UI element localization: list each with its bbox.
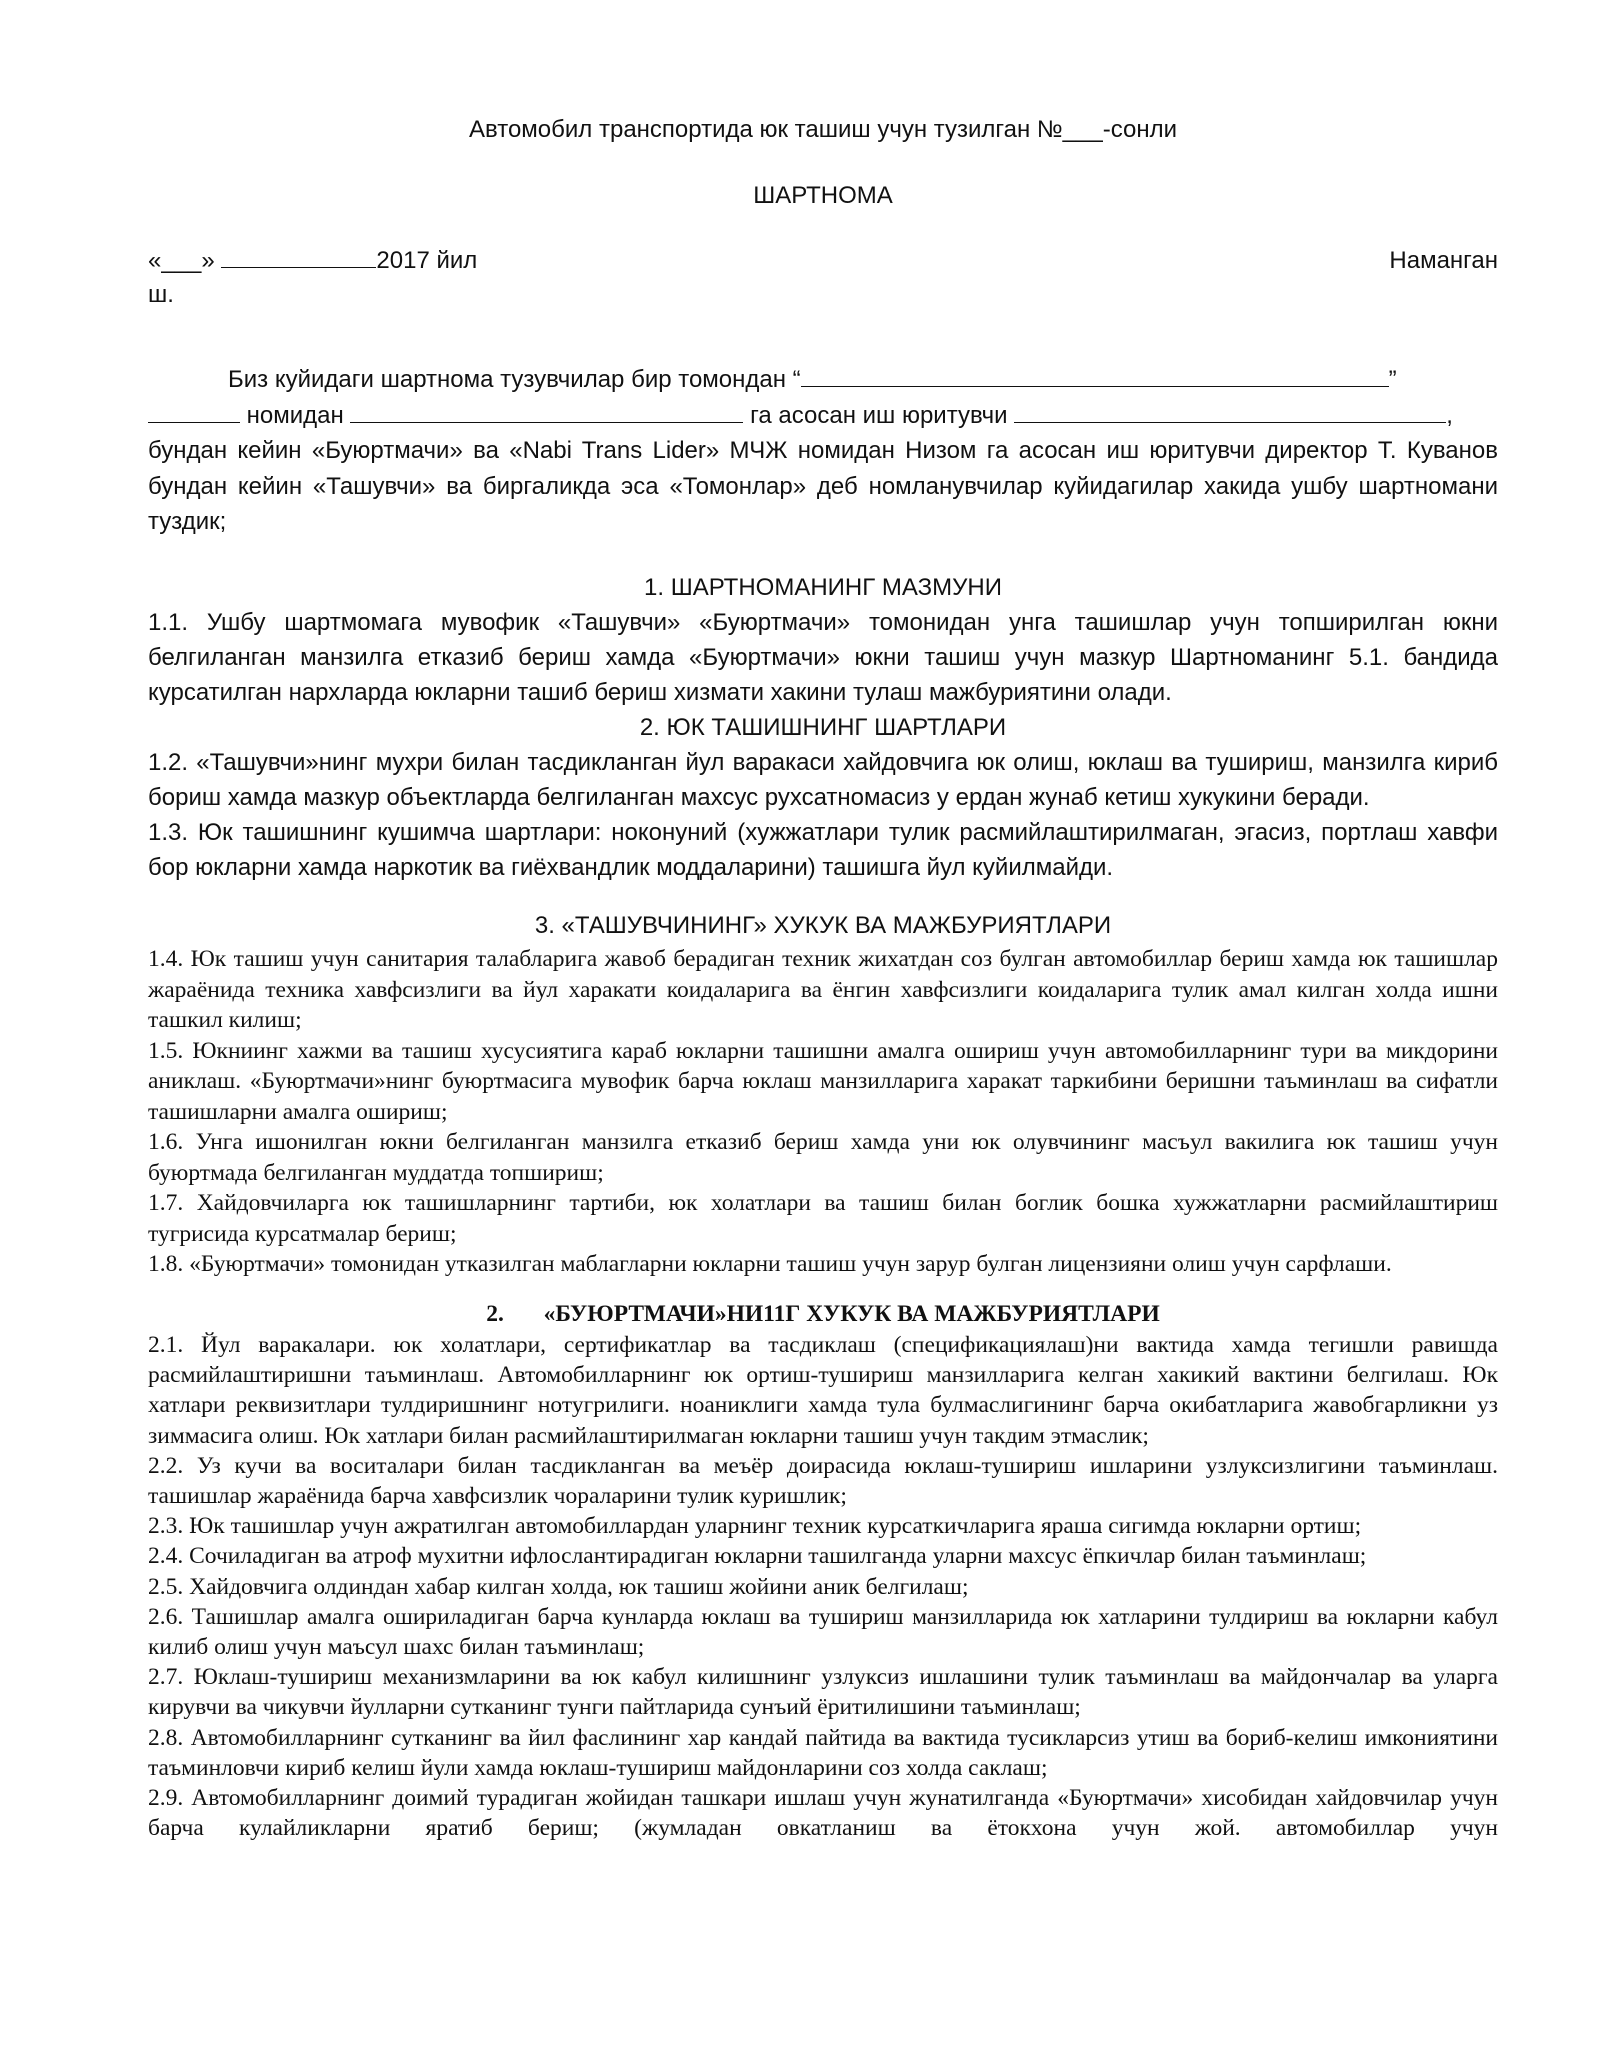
basis-document-blank xyxy=(350,400,743,423)
clause-1-1: 1.1. Ушбу шартмомага мувофик «Ташувчи» «Буюртмачи» томонидан унга ташишлар учун топширилган юкни белгиланган манзилга етказиб бериш хамда «Буюртмачи» юкни ташиш учун мазкур Шартноманинг 5.1. бандида курсатилган нархларда юкларни ташиб бериш хизмати хакини тулаш мажбуриятини олади. xyxy=(148,609,1498,706)
clause-2-2: 2.2. Уз кучи ва воситалари билан тасдикланган ва меъёр доирасида юклаш-тушириш ишларини узлуксизлигини таъминлаш. ташишлар жараёнида барча хавфсизлик чораларини тулик куришлик; xyxy=(148,1452,1498,1510)
intro-comma: , xyxy=(1446,401,1453,429)
clause-2-8: 2.8. Автомобилларнинг сутканинг ва йил фаслининг хар кандай пайтида ва вактида тусикларсиз утиш ва бориб-келиш имкониятини таъминловчи кириб келиш йули хамда юклаш-тушириш майдонларини соз холда саклаш; xyxy=(148,1724,1498,1781)
representative-blank xyxy=(1014,400,1446,423)
date-year: 2017 йил xyxy=(376,247,478,274)
section-1 xyxy=(148,570,1498,885)
party-type-blank xyxy=(148,400,240,423)
date-month-blank xyxy=(221,245,376,268)
section-1-heading: 1. ШАРТНОМАНИНГ МАЗМУНИ xyxy=(644,574,1002,601)
party-name-blank xyxy=(801,364,1389,387)
city-name: Наманган xyxy=(1389,247,1498,274)
clause-1-8: 1.8. «Буюртмачи» томонидан утказилган маблагларни юкларни ташиш учун зарур булган лицензияни олиш учун сарфлаши. xyxy=(148,1251,1392,1277)
clause-1-2: 1.2. «Ташувчи»нинг мухри билан тасдикланган йул варакаси хайдовчига юк олиш, юклаш ва тушириш, манзилга кириб бориш хамда мазкур объектларда белгиланган махсус рухсатномасиз у ердан жунаб кетиш хукукини беради. xyxy=(148,749,1498,811)
clause-1-4: 1.4. Юк ташиш учун санитария талабларига жавоб берадиган техник жихатдан соз булган автомобиллар бериш хамда юк ташишлар жараёнида техника хавфсизлиги ва йул харакати коидаларига ва ёнгин хавфсизлиги коидаларига тулик амал килган холда ишни ташкил килиш; xyxy=(148,946,1498,1033)
clause-2-5: 2.5. Хайдовчига олдиндан хабар килган холда, юк ташиш жойини аник белгилаш; xyxy=(148,1573,969,1600)
intro-text-on-behalf: номидан xyxy=(246,401,344,429)
section-2-heading: 2. ЮК ТАШИШНИНГ ШАРТЛАРИ xyxy=(639,714,1007,741)
clause-1-3: 1.3. Юк ташишнинг кушимча шартлари: ноконуний (хужжатлари тулик расмийлаштирилмаган, эгасиз, портлаш хавфи бор юкларни хамда наркотик ва гиёхвандлик моддаларини) ташишга йул куйилмайди. xyxy=(148,819,1498,881)
clause-2-7: 2.7. Юклаш-тушириш механизмларини ва юк кабул килишнинг узлуксиз ишлашини тулик таъминлаш ва майдончалар ва уларга кирувчи ва чикувчи йулларни сутканинг тунги пайтларида сунъий ёритилишини таъминлаш; xyxy=(148,1664,1498,1721)
intro-paragraph xyxy=(148,362,1498,540)
section-3-heading-wrap xyxy=(148,908,1498,944)
clause-1-6: 1.6. Унга ишонилган юкни белгиланган манзилга етказиб бериш хамда уни юк олувчининг масъул вакилига юк ташиш учун буюртмада белгиланган муддатда топшириш; xyxy=(148,1129,1498,1186)
city-abbreviation: ш. xyxy=(148,281,174,308)
clause-2-9: 2.9. Автомобилларнинг доимий турадиган жойидан ташкари ишлаш учун жунатилганда «Буюртмачи» хисобидан хайдовчилар учун барча кулайликларни яратиб бериш; (жумладан овкатланиш ва ётокхона учун жой. автомобиллар учун xyxy=(148,1785,1498,1842)
section-3-heading: 3. «ТАШУВЧИНИНГ» ХУКУК ВА МАЖБУРИЯТЛАРИ xyxy=(534,912,1112,939)
clause-2-3: 2.3. Юк ташишлар учун ажратилган автомобиллардан уларнинг техник курсаткичларига яраша сигимда юкларни ортиш; xyxy=(148,1513,1362,1540)
date-day-blank: «___» xyxy=(148,247,215,274)
section-4-heading xyxy=(148,1298,1498,1330)
contract-title-line: Автомобил транспортида юк ташиш учун тузилган №___-сонли xyxy=(469,116,1177,143)
section-4-number: 2. xyxy=(486,1301,504,1327)
clause-1-7: 1.7. Хайдовчиларга юк ташишларнинг тартиби, юк холатлари ва ташиш билан боглик бошка хужжатларни расмийлаштириш тугрисида курсатмалар бериш; xyxy=(148,1190,1498,1247)
section-4 xyxy=(148,1330,1498,1843)
clause-2-6: 2.6. Ташишлар амалга ошириладиган барча кунларда юклаш ва тушириш манзилларида юк хатларини тулдириш ва юкларни кабул килиб олиш учун маъсул шахс билан таъминлаш; xyxy=(148,1603,1498,1661)
document-page xyxy=(148,0,1498,2070)
clause-1-5: 1.5. Юкниинг хажми ва ташиш хусусиятига караб юкларни ташишни амалга ошириш учун автомобилларнинг тури ва микдорини аниклаш. «Буюртмачи»нинг буюртмасига мувофик барча юклаш манзилларига харакат таркибини беришни таъминлаш ва сифатли ташишларни амалга ошириш; xyxy=(148,1037,1498,1125)
intro-text-rest: бундан кейин «Буюртмачи» ва «Nabi Trans Lider» МЧЖ номидан Низом га асосан иш юритувчи директор Т. Куванов бундан кейин «Ташувчи» ва биргаликда эса «Томонлар» деб номланувчилар куйидагилар хакида ушбу шартномани туздик; xyxy=(148,437,1498,535)
clause-2-4: 2.4. Сочиладиган ва атроф мухитни ифлослантирадиган юкларни ташилганда уларни махсус ёпкичлар билан таъминлаш; xyxy=(148,1543,1367,1570)
section-3 xyxy=(148,944,1498,1280)
document-name: ШАРТНОМА xyxy=(753,182,893,209)
intro-text-1: Биз куйидаги шартнома тузувчилар бир томондан “ xyxy=(228,366,801,393)
clause-2-1: 2.1. Йул варакалари. юк холатлари, сертификатлар ва тасдиклаш (спецификациялаш)ни вактида хамда тегишли равишда расмийлаштиришни таъминлаш. Автомобилларнинг юк ортиш-тушириш манзилларига келган хакикий вактини белгилаш. Юк хатлари реквизитлари тулдиришнинг нотугрилиги. ноаниклиги хамда тула булмаслигининг барча окибатларига жавобгарликни уз зиммасига олиш. Юк хатлари билан расмийлаштирилмаган юкларни ташиш учун такдим этмаслик; xyxy=(148,1332,1498,1449)
intro-quote-close: ” xyxy=(1388,366,1397,393)
section-4-title: «БУЮРТМАЧИ»НИ11Г ХУКУК ВА МАЖБУРИЯТЛАРИ xyxy=(543,1301,1160,1327)
intro-text-acting: га асосан иш юритувчи xyxy=(750,401,1008,429)
date-line xyxy=(148,243,1498,279)
